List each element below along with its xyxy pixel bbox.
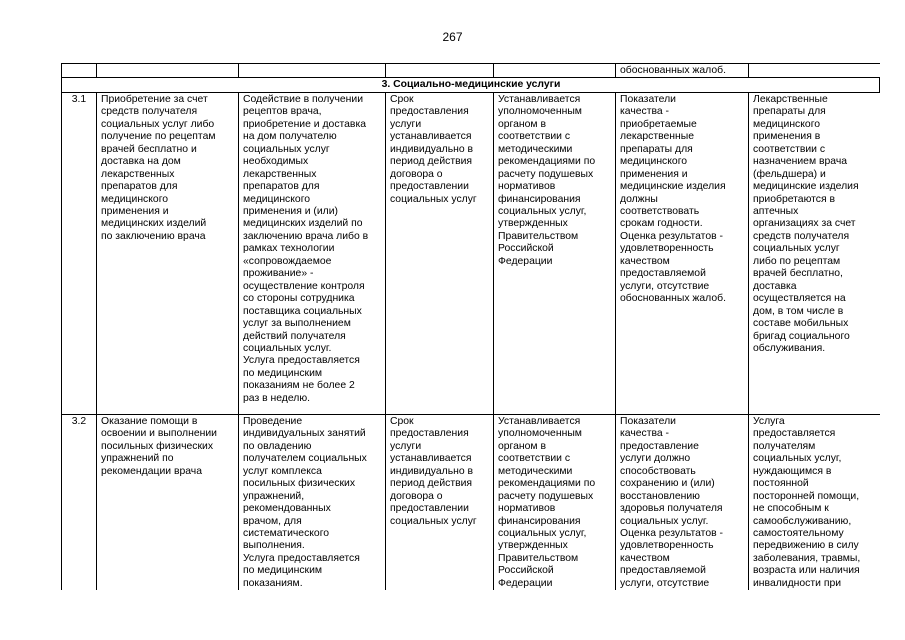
cell-empty	[494, 64, 616, 78]
page-number: 267	[442, 30, 463, 44]
cell-empty	[749, 64, 880, 78]
cell-number: 3.1	[62, 92, 97, 414]
cell-service-term: Срок предоставления услуги устанавливается индивидуально в период действия договора о предоставлении социальных услуг	[386, 414, 494, 590]
cell-empty	[62, 64, 97, 78]
cell-service-name: Оказание помощи в освоении и выполнении посильных физических упражнений по рекомендации врача	[97, 414, 239, 590]
cell-service-norm: Устанавливается уполномоченным органом в соответствии с методическими рекомендациями по расчету подушевых нормативов финансирования социальных услуг, утвержденных Правительством Российской Федерации	[494, 92, 616, 414]
cell-number: 3.2	[62, 414, 97, 590]
cell-service-description: Содействие в получении рецептов врача, приобретение и доставка на дом получателю социальных услуг необходимых лекарственных препаратов для медицинского применения и (или) медицинских изделий по заключению врача либо в рамках технологии «сопровождаемое проживание» - осуществление контроля со стороны сотрудника поставщика социальных услуг за выполнением действий получателя социальных услуг. Услуга предоставляется по медицинским показаниям не более 2 раз в неделю.	[239, 92, 386, 414]
table-row	[62, 92, 880, 414]
cell-empty	[239, 64, 386, 78]
continued-row	[62, 64, 880, 78]
cell-service-quality: Показатели качества - предоставление услуги должно способствовать сохранению и (или) восстановлению здоровья получателя социальных услуг. Оценка результатов - удовлетворенность качеством предоставляемой услуги, отсутствие	[616, 414, 749, 590]
cell-service-conditions: Услуга предоставляется получателям социальных услуг, нуждающимся в постоянной посторонней помощи, не способным к самообслуживанию, самостоятельному передвижению в силу заболевания, травмы, возраста или наличия инвалидности при	[749, 414, 880, 590]
services-table	[61, 63, 880, 590]
cell-service-description: Проведение индивидуальных занятий по овладению получателем социальных услуг комплекса посильных физических упражнений, рекомендованных врачом, для систематического выполнения. Услуга предоставляется по медицинским показаниям.	[239, 414, 386, 590]
section-header-row	[62, 78, 880, 92]
cell-empty	[386, 64, 494, 78]
cell-service-quality: Показатели качества - приобретаемые лекарственные препараты для медицинского применения и медицинские изделия должны соответствовать срокам годности. Оценка результатов - удовлетворенность качеством предоставляемой услуги, отсутствие обоснованных жалоб.	[616, 92, 749, 414]
cell-service-norm: Устанавливается уполномоченным органом в соответствии с методическими рекомендациями по расчету подушевых нормативов финансирования социальных услуг, утвержденных Правительством Российской Федерации	[494, 414, 616, 590]
cell-empty	[97, 64, 239, 78]
cell-quality-continued: обоснованных жалоб.	[616, 64, 749, 78]
section-title: 3. Социально-медицинские услуги	[62, 78, 880, 92]
cell-service-name: Приобретение за счет средств получателя социальных услуг либо получение по рецептам врачей бесплатно и доставка на дом лекарственных препаратов для медицинского применения и медицинских изделий по заключению врача	[97, 92, 239, 414]
table-row	[62, 414, 880, 590]
cell-service-conditions: Лекарственные препараты для медицинского применения в соответствии с назначением врача (фельдшера) и медицинские изделия приобретаются в аптечных организациях за счет средств получателя социальных услуг либо по рецептам врачей бесплатно, доставка осуществляется на дом, в том числе в составе мобильных бригад социального обслуживания.	[749, 92, 880, 414]
cell-service-term: Срок предоставления услуги устанавливается индивидуально в период действия договора о предоставлении социальных услуг	[386, 92, 494, 414]
